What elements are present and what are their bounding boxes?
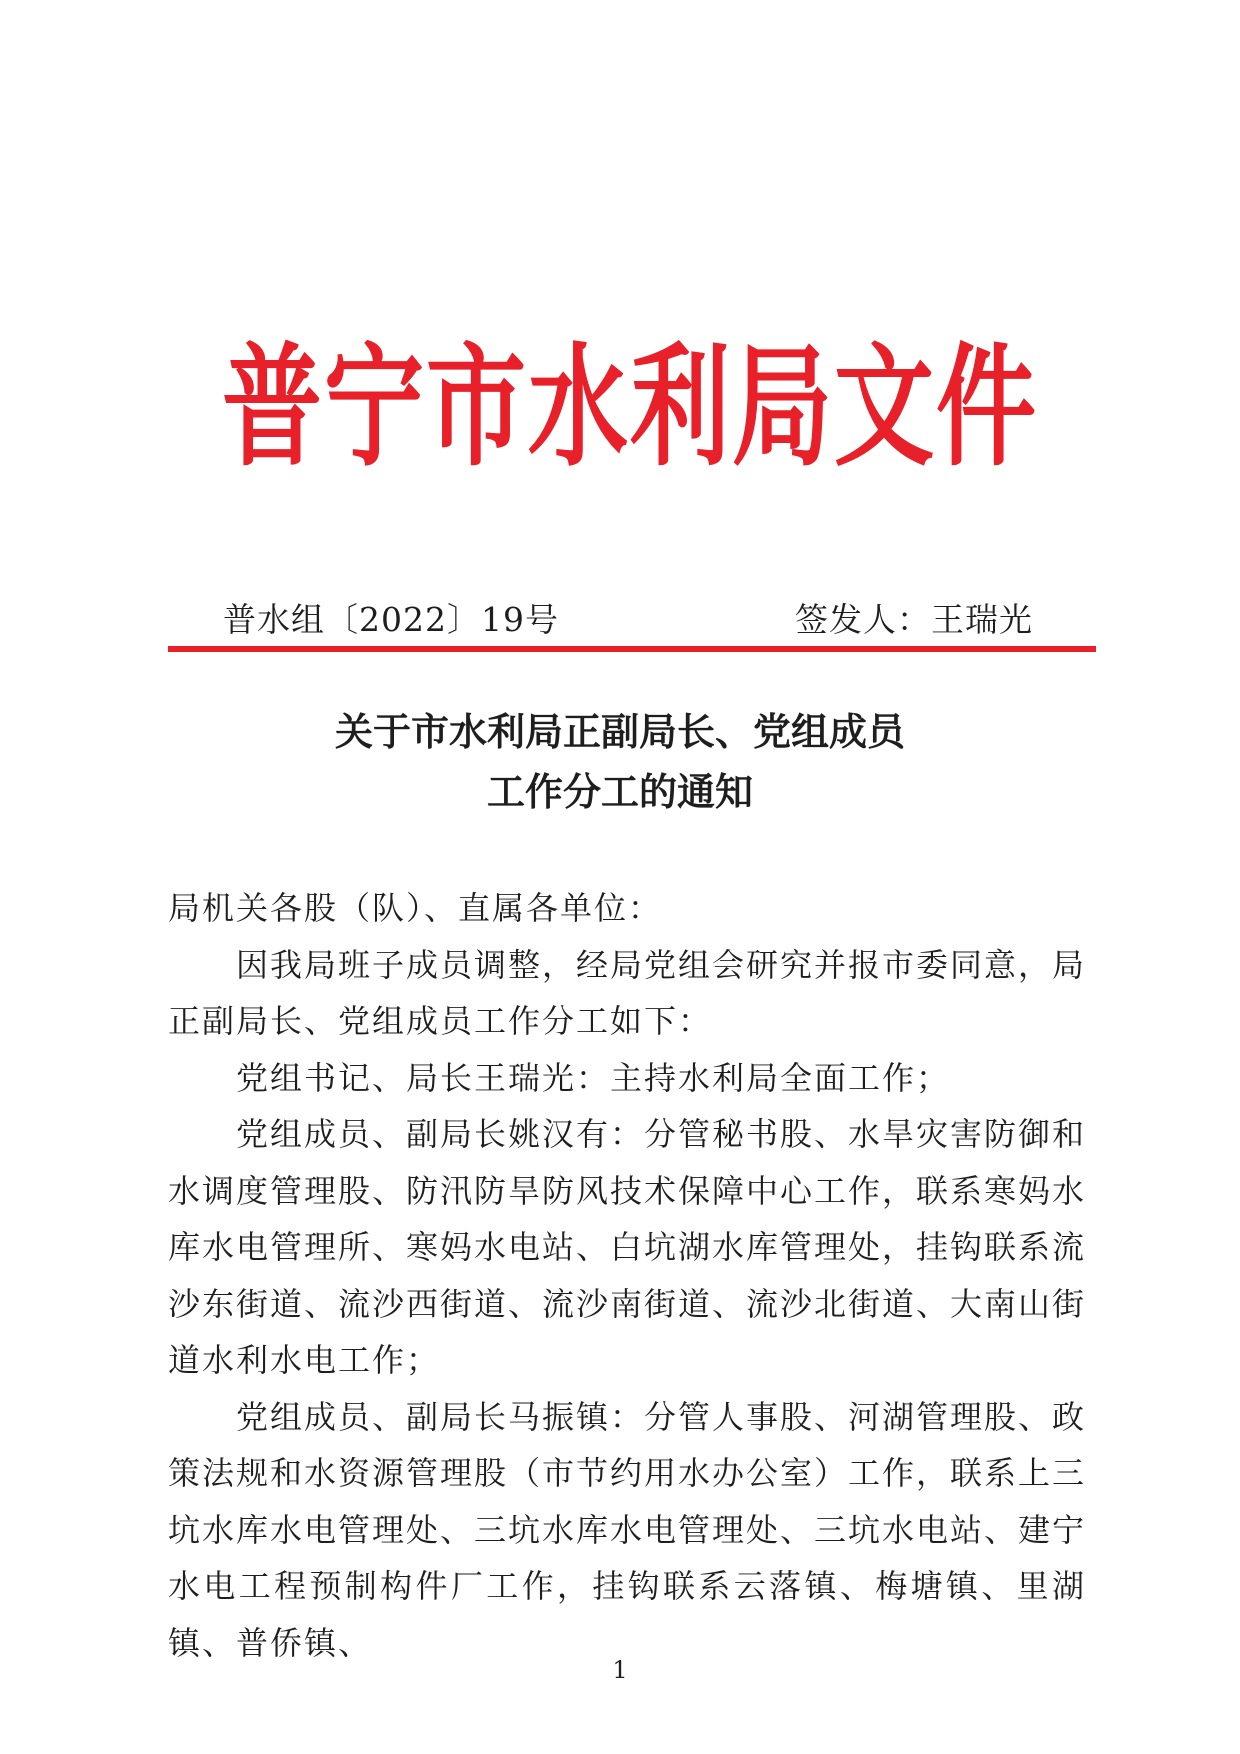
document-title-line-2: 工作分工的通知 <box>486 770 753 814</box>
issuer-signatory: 签发人：王瑞光 <box>795 600 1033 639</box>
page-number: 1 <box>612 1656 628 1684</box>
body-paragraph: 党组成员、副局长马振镇：分管人事股、河湖管理股、政策法规和水资源管理股（市节约用水办公室）工作，联系上三坑水库水电管理处、三坑水库水电管理处、三坑水电站、建宁水电工程预制构件厂工作，挂钩联系云落镇、梅塘镇、里湖镇、普侨镇、 <box>168 1397 1087 1662</box>
body-paragraph: 因我局班子成员调整，经局党组会研究并报市委同意，局正副局长、党组成员工作分工如下： <box>168 945 1087 1040</box>
document-title-line-1: 关于市水利局正副局长、党组成员 <box>334 710 905 754</box>
document-header-title: 普宁市水利局文件 <box>222 330 1038 485</box>
red-separator-line <box>168 646 1096 652</box>
document-body <box>168 880 1086 1671</box>
body-paragraph: 党组书记、局长王瑞光：主持水利局全面工作； <box>236 1058 951 1097</box>
body-paragraph: 党组成员、副局长姚汉有：分管秘书股、水旱灾害防御和水调度管理股、防汛防旱防风技术保障中心工作，联系寒妈水库水电管理所、寒妈水电站、白坑湖水库管理处，挂钩联系流沙东街道、流沙西街道、流沙南街道、流沙北街道、大南山街道水利水电工作； <box>168 1115 1087 1379</box>
document-number: 普水组〔2022〕19号 <box>223 600 559 639</box>
salutation: 局机关各股（队）、直属各单位： <box>168 889 663 927</box>
